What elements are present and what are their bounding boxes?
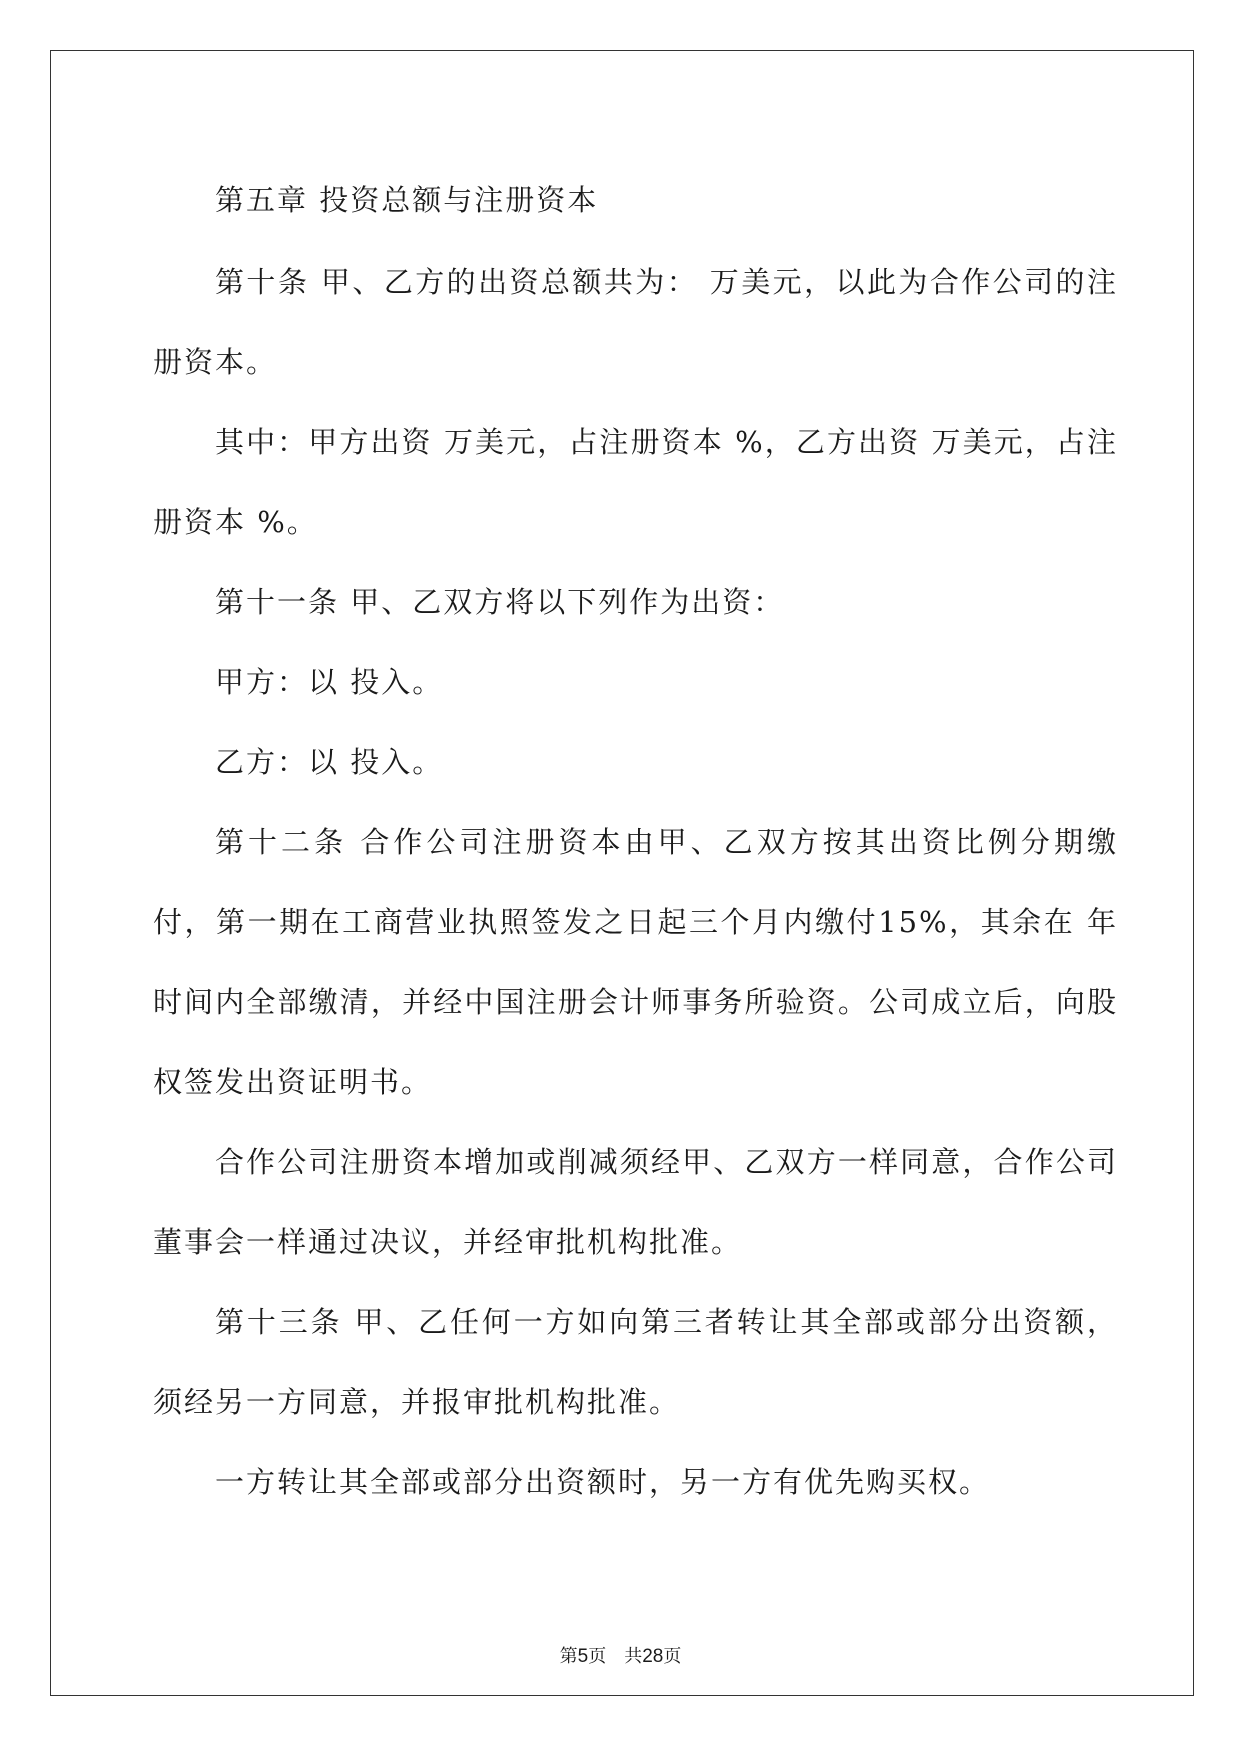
footer-middle: 页 共 <box>588 1646 643 1667</box>
article-13-preemption-paragraph: 一方转让其全部或部分出资额时，另一方有优先购买权。 <box>215 1465 991 1499</box>
total-pages-number: 28 <box>642 1646 664 1667</box>
article-13-paragraph: 第十三条 甲、乙任何一方如向第三者转让其全部或部分出资额，须经另一方同意，并报审批机构批准。 <box>153 1305 1118 1419</box>
article-10-detail-paragraph: 其中：甲方出资 万美元，占注册资本 %，乙方出资 万美元，占注册资本 %。 <box>153 425 1118 539</box>
article-11-paragraph: 第十一条 甲、乙双方将以下列作为出资： <box>215 585 785 619</box>
footer-suffix: 页 <box>663 1646 682 1667</box>
article-11-party-a-paragraph: 甲方：以 投入。 <box>215 665 444 699</box>
article-12-change-paragraph: 合作公司注册资本增加或削减须经甲、乙双方一样同意，合作公司董事会一样通过决议，并经审批机构批准。 <box>153 1145 1118 1259</box>
article-12-paragraph: 第十二条 合作公司注册资本由甲、乙双方按其出资比例分期缴付，第一期在工商营业执照签发之日起三个月内缴付15%，其余在 年时间内全部缴清，并经中国注册会计师事务所验资。公司成立后，向股权签发出资证明书。 <box>153 825 1118 1099</box>
chapter-title: 第五章 投资总额与注册资本 <box>215 183 599 217</box>
article-11-party-b-paragraph: 乙方：以 投入。 <box>215 745 444 779</box>
article-10-paragraph: 第十条 甲、乙方的出资总额共为： 万美元，以此为合作公司的注册资本。 <box>153 265 1118 379</box>
page-footer <box>0 1642 1241 1668</box>
current-page-number: 5 <box>577 1646 589 1667</box>
document-body <box>153 160 1118 1522</box>
footer-prefix: 第 <box>559 1646 578 1667</box>
